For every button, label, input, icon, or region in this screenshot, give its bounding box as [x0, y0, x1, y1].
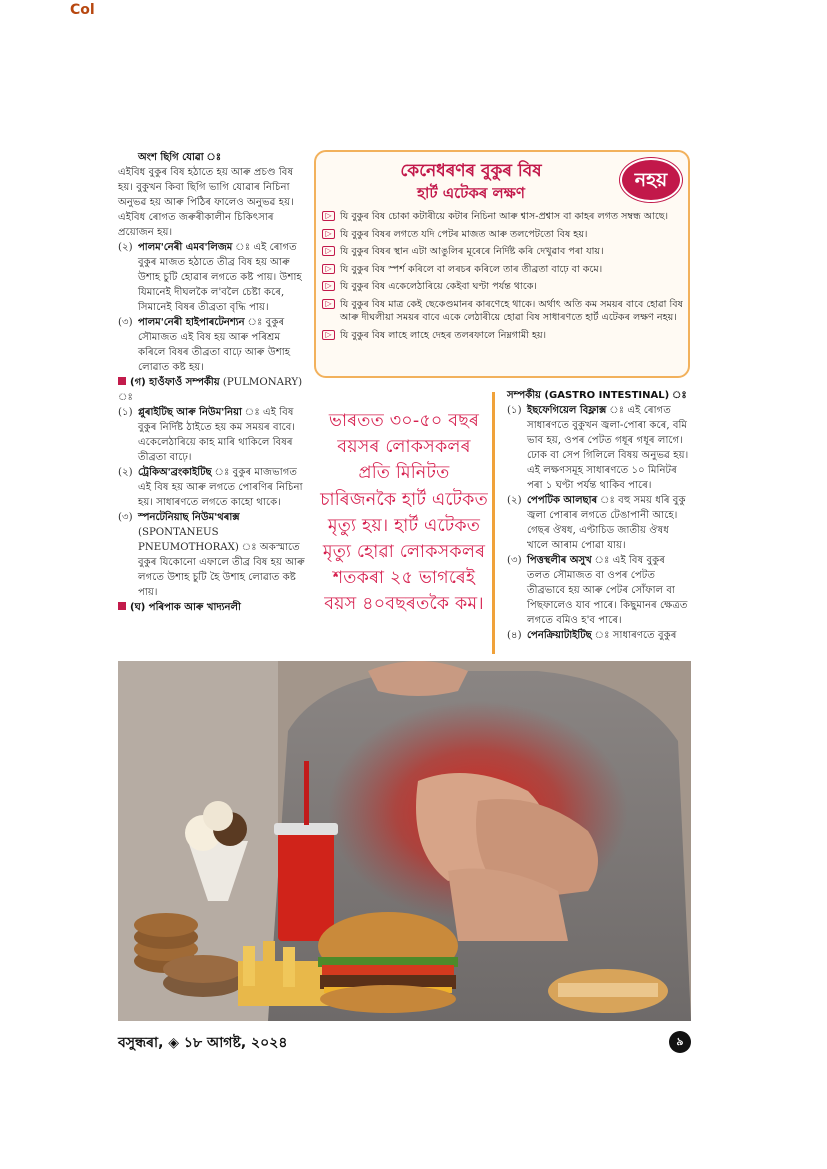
list-item [322, 210, 686, 224]
box-list [322, 210, 686, 346]
item-text: ঃ এই বিষ বুকুৰ নিৰ্দিষ্ট ঠাইতে হয় কম সময়ৰ বাবে। একেলেঠাৰিয়ে কাহ মাৰি থাকিলে বিষৰ তীব্ৰতা বাঢ়ে। [138, 407, 296, 463]
list-item-text: যি বুকুৰ বিষ লাহে লাহে দেহৰ তলৰফালে নিম্নগামী হয়। [340, 329, 547, 341]
item-english: (SPONTANEUS PNEUMOTHORAX) [138, 527, 239, 553]
corner-tag: Col [70, 2, 95, 18]
list-item [322, 329, 686, 343]
item-text: ঃ এই বিষ বুকুৰ তলত সৌমাজত বা ওপৰ পেটত তীব্ৰভাবে হয় আৰু পেটৰ সোঁফাল বা পিছফালেও যাব পাৰে। কিছুমানৰ ক্ষেত্ৰত লগতে বমিও হ'ব পাৰে। [527, 555, 688, 626]
item-label: ইছফেগিয়েল বিফ্লাক্স [527, 405, 607, 416]
arrow-bullet-icon: ▷ [322, 211, 335, 221]
box-title-line2: হাৰ্ট এটেকৰ লক্ষণ [417, 184, 525, 202]
item-number: (২) [118, 242, 133, 253]
list-item [322, 280, 686, 294]
right-column [507, 388, 691, 643]
item-label: স্পনটেনিয়াছ নিউম'থৰাক্স [138, 512, 240, 523]
subsection-english: (PULMONARY) ঃ [118, 377, 303, 403]
arrow-bullet-icon: ▷ [322, 299, 335, 309]
list-item [322, 228, 686, 242]
footer [118, 1031, 691, 1053]
item-label: পালম'নেৰী হাইপাৰটেনশ্যন [138, 317, 245, 328]
item-number: (২) [507, 495, 522, 506]
left-para1: এইবিধ বুকুৰ বিষ হঠাতে হয় আৰু প্ৰচণ্ড বিষ হয়। বুকুখন কিবা ছিগি ভাগি যোৱাৰ নিচিনা অনুভৱ হয় আৰু পিঠিৰ ফালেও অনুভৱ হয়। এইবিধ ৰোগত জৰুৰীকালীন চিকিৎসাৰ প্ৰয়োজন হয়। [118, 167, 294, 238]
item-label: পালম'নেৰী এমব'লিজম [138, 242, 233, 253]
left-heading: অংশ ছিগি যোৱা ঃ [138, 152, 222, 163]
item-number: (৩) [118, 512, 133, 523]
subsection-label: (ঘ) পৰিপাক আৰু খাদ্যনলী [130, 602, 241, 613]
list-item [507, 553, 691, 628]
list-item-text: যি বুকুৰ বিষ মাত্ৰ কেই ছেকেণ্ডমানৰ কাৰণেহে থাকে। অৰ্থাৎ অতি কম সময়ৰ বাবে হোৱা বিষ আৰু দীঘলীয়া সময়ৰ বাবে একে লেঠাৰীয়ে হোৱা বিষ সাধাৰণতে হাৰ্ট এটেকৰ লক্ষণ নহয়। [340, 298, 683, 323]
item-number: (৩) [507, 555, 522, 566]
item-text: ঃ এই ৰোগত বুকুৰ মাজত হঠাতে তীব্ৰ বিষ হয় আৰু উশাহ চুটি হোৱাৰ লগতে কষ্ট পায়। উশাহ যিমানেই দীঘলকৈ ল'বলৈ চেষ্টা কৰে, সিমানেই বিষৰ তীব্ৰতা বৃদ্ধি পায়। [138, 242, 302, 313]
arrow-bullet-icon: ▷ [322, 264, 335, 274]
box-title-line1: কেনেধৰণৰ বুকুৰ বিষ [400, 161, 542, 181]
left-column [118, 150, 306, 615]
item-label: পেনক্ৰিয়াটাইটিছ [527, 630, 592, 641]
arrow-bullet-icon: ▷ [322, 229, 335, 239]
list-item [322, 245, 686, 259]
list-item [118, 405, 306, 465]
list-item [322, 263, 686, 277]
info-box [314, 150, 690, 378]
item-text: ঃ বুকুৰ সৌমাজত এই বিষ হয় আৰু পৰিশ্ৰম কৰিলে বিষৰ তীব্ৰতা বাঢ়ে আৰু উশাহ লোৱাত কষ্ট হয়। [138, 317, 291, 373]
item-number: (২) [118, 467, 133, 478]
list-item [118, 315, 306, 375]
list-item-text: যি বুকুৰ বিষ একেলেঠাৰিয়ে কেইবা ঘণ্টা পৰ্যন্ত থাকে। [340, 281, 537, 292]
list-item [118, 465, 306, 510]
square-bullet-icon [118, 377, 126, 385]
item-text: ঃ বহু সময় ধৰি বুকু জ্বলা পোৰাৰ লগতে টেঙাপানী আহে। গেছৰ ঔষধ, এণ্টাচিড জাতীয় ঔষধ খালে আৰাম পোৱা যায়। [527, 495, 686, 551]
list-item [507, 403, 691, 493]
list-item [507, 493, 691, 553]
item-text: ঃ বুকুৰ মাজভাগত এই বিষ হয় আৰু লগতে পোৰণিৰ নিচিনা হয়। সাধাৰণতে লগতে কাহো থাকে। [138, 467, 303, 508]
photo-illustration [118, 661, 691, 1021]
item-text: ঃ সাধাৰণতে বুকুৰ [591, 630, 677, 641]
square-bullet-icon [118, 602, 126, 610]
footer-text: বসুন্ধৰা, ◈ ১৮ আগষ্ট, ২০২৪ [118, 1035, 288, 1051]
item-number: (১) [507, 405, 522, 416]
item-text: ঃ অকস্মাতে বুকুৰ যিকোনো এফালে তীব্ৰ বিষ হয় আৰু লগতে উশাহ চুটি হৈ উশাহ লোৱাত কষ্ট পায়। [138, 542, 305, 598]
list-item-text: যি বুকুৰ বিষৰ স্থান এটা আঙুলিৰ মূৰেৰে নিৰ্দিষ্ট কৰি দেখুৱাব পৰা যায়। [340, 246, 604, 257]
box-title [316, 160, 626, 204]
list-item [118, 240, 306, 315]
right-heading: সম্পৰ্কীয় (GASTRO INTESTINAL) ঃ [507, 390, 687, 401]
item-number: (১) [118, 407, 133, 418]
page-number: ৯ [669, 1031, 691, 1053]
heart-attack-photo [118, 661, 691, 1021]
item-number: (৪) [507, 630, 522, 641]
subsection-label: (গ) হাওঁফাওঁ সম্পৰ্কীয় [130, 377, 220, 388]
item-label: পেপটিক আলছাৰ [527, 495, 598, 506]
item-label: ট্ৰেকিঅ'ব্ৰংকাইটিছ [138, 467, 212, 478]
divider-bar [492, 392, 495, 654]
item-text: ঃ এই ৰোগত সাধাৰণতে বুকুখন জ্বলা-পোৰা কৰে, বমি ভাব হয়, ওপৰ পেটত গধূৰ গধূৰ লাগে। ঢোক বা সেপ গিলিলে বিষয় অনুভৱ হয়। এই লক্ষণসমূহ সাধাৰণতে ১০ মিনিটৰ পৰা ১ ঘণ্টা পৰ্যন্ত থাকিব পাৰে। [527, 405, 689, 491]
pull-quote: ভাৰতত ৩০-৫০ বছৰ বয়সৰ লোকসকলৰ প্ৰতি মিনিটত চাৰিজনকৈ হাৰ্ট এটেকত মৃত্যু হয়। হাৰ্ট এটেকত মৃত্যু হোৱা লোকসকলৰ শতকৰা ২৫ ভাগৰেই বয়স ৪০বছৰতকৈ কম। [320, 411, 488, 615]
list-item-text: যি বুকুৰ বিষ চোকা কটাৰীয়ে কটাৰ নিচিনা আৰু শ্বাস-প্ৰশ্বাস বা কাহৰ লগত সম্বন্ধ আছে। [340, 211, 669, 222]
list-item [322, 298, 686, 325]
arrow-bullet-icon: ▷ [322, 246, 335, 256]
subsection-heading-gh [118, 600, 306, 615]
item-number: (৩) [118, 317, 133, 328]
no-badge: নহয় [622, 160, 680, 200]
arrow-bullet-icon: ▷ [322, 330, 335, 340]
item-label: পিত্তস্থলীৰ অসুখ [527, 555, 592, 566]
subsection-heading-g [118, 375, 306, 405]
arrow-bullet-icon: ▷ [322, 281, 335, 291]
list-item-text: যি বুকুৰ বিষৰ লগতে যদি পেটৰ মাজত আৰু তলপেটতো বিষ হয়। [340, 228, 588, 240]
list-item [507, 628, 691, 643]
item-label: প্লুৰাইটিছ আৰু নিউম'নিয়া [138, 407, 242, 418]
list-item-text: যি বুকুৰ বিষ স্পৰ্শ কৰিলে বা লৰচৰ কৰিলে তাৰ তীব্ৰতা বাঢ়ে বা কমে। [340, 263, 603, 275]
list-item [118, 510, 306, 600]
